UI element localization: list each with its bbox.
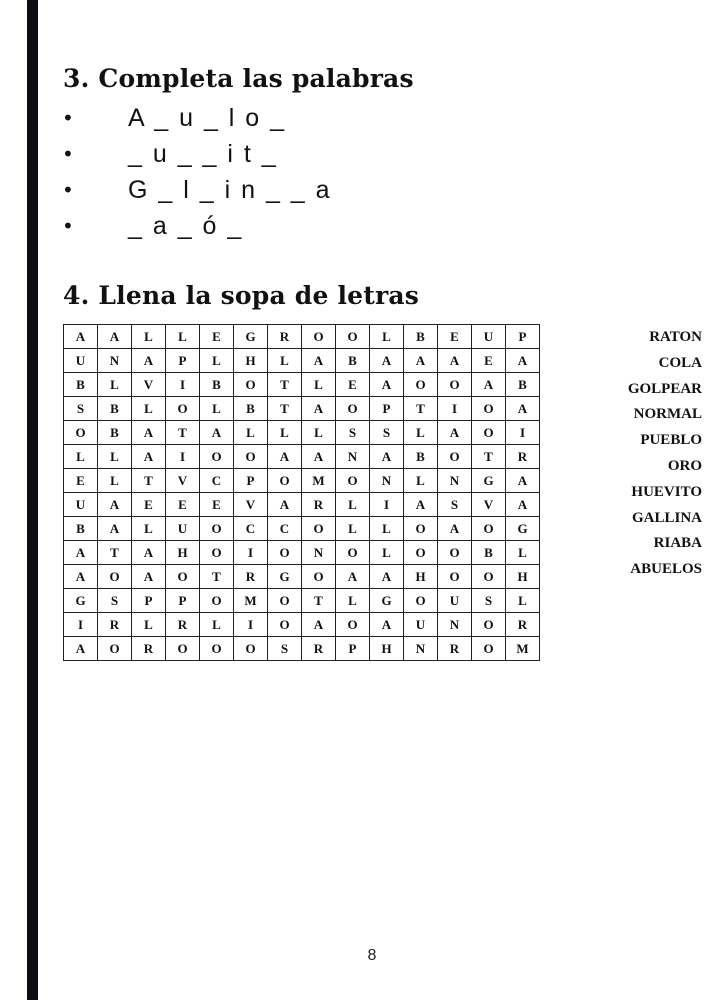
grid-cell: L — [268, 421, 302, 445]
grid-cell: A — [506, 397, 540, 421]
grid-cell: P — [166, 349, 200, 373]
grid-cell: A — [370, 613, 404, 637]
grid-cell: A — [370, 373, 404, 397]
grid-cell: P — [234, 469, 268, 493]
grid-cell: L — [98, 469, 132, 493]
grid-cell: A — [98, 325, 132, 349]
incomplete-word: A _ u _ l o _ — [128, 103, 287, 132]
grid-cell: R — [268, 325, 302, 349]
grid-cell: L — [98, 445, 132, 469]
grid-cell: I — [370, 493, 404, 517]
grid-cell: L — [132, 517, 166, 541]
grid-cell: N — [404, 637, 438, 661]
grid-cell: T — [98, 541, 132, 565]
grid-cell: E — [64, 469, 98, 493]
grid-cell: L — [200, 397, 234, 421]
grid-cell: T — [166, 421, 200, 445]
grid-cell: U — [64, 349, 98, 373]
grid-cell: U — [438, 589, 472, 613]
grid-cell: L — [506, 541, 540, 565]
grid-cell: P — [166, 589, 200, 613]
grid-cell: O — [166, 637, 200, 661]
grid-cell: N — [98, 349, 132, 373]
grid-cell: B — [64, 517, 98, 541]
grid-cell: O — [404, 373, 438, 397]
grid-cell: L — [98, 373, 132, 397]
grid-cell: L — [302, 421, 336, 445]
grid-cell: O — [438, 445, 472, 469]
grid-row — [64, 517, 540, 541]
section-3-title: 3. Completa las palabras — [63, 64, 414, 93]
grid-cell: R — [506, 445, 540, 469]
grid-row — [64, 421, 540, 445]
grid-cell: A — [404, 349, 438, 373]
grid-row — [64, 493, 540, 517]
grid-cell: R — [98, 613, 132, 637]
grid-cell: G — [506, 517, 540, 541]
grid-cell: O — [472, 517, 506, 541]
grid-cell: A — [200, 421, 234, 445]
word-search-grid — [63, 324, 540, 661]
grid-cell: B — [234, 397, 268, 421]
search-word: PUEBLO — [640, 432, 702, 449]
grid-cell: A — [132, 421, 166, 445]
grid-row — [64, 445, 540, 469]
grid-cell: U — [472, 325, 506, 349]
grid-cell: U — [404, 613, 438, 637]
grid-cell: E — [438, 325, 472, 349]
bullet-icon: • — [62, 142, 74, 166]
fill-words-list — [62, 100, 332, 244]
grid-cell: O — [234, 637, 268, 661]
grid-cell: E — [472, 349, 506, 373]
search-word: HUEVITO — [631, 483, 702, 500]
grid-cell: A — [302, 397, 336, 421]
grid-cell: O — [302, 325, 336, 349]
grid-cell: C — [268, 517, 302, 541]
grid-cell: T — [404, 397, 438, 421]
list-item — [62, 208, 332, 244]
grid-cell: E — [336, 373, 370, 397]
grid-cell: O — [268, 541, 302, 565]
grid-cell: O — [336, 397, 370, 421]
grid-cell: T — [268, 373, 302, 397]
grid-cell: O — [200, 637, 234, 661]
grid-cell: L — [370, 325, 404, 349]
grid-cell: R — [302, 493, 336, 517]
grid-cell: E — [200, 325, 234, 349]
grid-cell: C — [200, 469, 234, 493]
grid-cell: N — [438, 613, 472, 637]
grid-cell: R — [234, 565, 268, 589]
grid-cell: U — [166, 517, 200, 541]
grid-cell: O — [472, 565, 506, 589]
grid-cell: O — [234, 445, 268, 469]
grid-cell: I — [506, 421, 540, 445]
grid-cell: I — [234, 541, 268, 565]
grid-cell: B — [506, 373, 540, 397]
grid-cell: O — [268, 613, 302, 637]
grid-cell: N — [302, 541, 336, 565]
grid-cell: N — [370, 469, 404, 493]
grid-cell: A — [64, 541, 98, 565]
grid-cell: B — [336, 349, 370, 373]
grid-cell: A — [302, 349, 336, 373]
word-search-list — [628, 325, 702, 583]
grid-cell: S — [64, 397, 98, 421]
grid-cell: A — [132, 349, 166, 373]
grid-cell: N — [438, 469, 472, 493]
grid-cell: L — [268, 349, 302, 373]
bullet-icon: • — [62, 178, 74, 202]
grid-cell: R — [302, 637, 336, 661]
grid-cell: I — [166, 445, 200, 469]
incomplete-word: G _ l _ i n _ _ a — [128, 175, 332, 204]
grid-cell: O — [438, 565, 472, 589]
grid-cell: O — [336, 325, 370, 349]
grid-cell: L — [132, 325, 166, 349]
grid-cell: V — [234, 493, 268, 517]
grid-cell: O — [200, 541, 234, 565]
grid-row — [64, 565, 540, 589]
grid-cell: G — [370, 589, 404, 613]
grid-row — [64, 637, 540, 661]
grid-cell: A — [370, 349, 404, 373]
grid-cell: O — [302, 517, 336, 541]
grid-row — [64, 541, 540, 565]
grid-cell: O — [268, 589, 302, 613]
grid-cell: O — [98, 565, 132, 589]
grid-cell: T — [132, 469, 166, 493]
grid-cell: O — [336, 469, 370, 493]
grid-cell: A — [64, 565, 98, 589]
grid-cell: H — [506, 565, 540, 589]
grid-cell: B — [64, 373, 98, 397]
grid-cell: B — [404, 325, 438, 349]
grid-cell: A — [132, 565, 166, 589]
grid-cell: L — [132, 397, 166, 421]
grid-cell: M — [302, 469, 336, 493]
grid-cell: O — [438, 541, 472, 565]
search-word: RATON — [649, 329, 702, 345]
grid-cell: A — [64, 325, 98, 349]
grid-cell: A — [98, 493, 132, 517]
grid-cell: O — [472, 421, 506, 445]
grid-cell: O — [404, 517, 438, 541]
grid-cell: S — [438, 493, 472, 517]
grid-cell: G — [64, 589, 98, 613]
grid-cell: A — [404, 493, 438, 517]
grid-cell: A — [370, 445, 404, 469]
grid-cell: A — [438, 517, 472, 541]
section-4-title: 4. Llena la sopa de letras — [63, 281, 420, 310]
list-item — [62, 100, 332, 136]
grid-cell: A — [438, 421, 472, 445]
grid-cell: O — [166, 565, 200, 589]
grid-cell: G — [234, 325, 268, 349]
bullet-icon: • — [62, 214, 74, 238]
grid-cell: B — [200, 373, 234, 397]
grid-cell: R — [132, 637, 166, 661]
grid-cell: V — [132, 373, 166, 397]
grid-row — [64, 397, 540, 421]
grid-cell: B — [472, 541, 506, 565]
grid-cell: A — [98, 517, 132, 541]
grid-row — [64, 589, 540, 613]
grid-cell: O — [404, 589, 438, 613]
grid-cell: O — [404, 541, 438, 565]
grid-cell: L — [336, 589, 370, 613]
grid-cell: L — [302, 373, 336, 397]
grid-cell: L — [506, 589, 540, 613]
grid-cell: L — [234, 421, 268, 445]
grid-cell: A — [268, 493, 302, 517]
search-word: NORMAL — [633, 406, 702, 423]
search-word: GOLPEAR — [627, 380, 702, 397]
grid-cell: L — [370, 517, 404, 541]
grid-cell: O — [200, 445, 234, 469]
grid-cell: O — [336, 541, 370, 565]
grid-cell: O — [336, 613, 370, 637]
grid-cell: O — [98, 637, 132, 661]
grid-cell: A — [268, 445, 302, 469]
grid-cell: A — [438, 349, 472, 373]
grid-cell: P — [370, 397, 404, 421]
grid-cell: I — [64, 613, 98, 637]
grid-cell: U — [64, 493, 98, 517]
grid-cell: L — [404, 469, 438, 493]
grid-cell: H — [166, 541, 200, 565]
grid-row — [64, 469, 540, 493]
grid-cell: L — [336, 517, 370, 541]
grid-cell: O — [472, 637, 506, 661]
grid-cell: M — [234, 589, 268, 613]
grid-row — [64, 349, 540, 373]
grid-cell: N — [336, 445, 370, 469]
grid-cell: P — [132, 589, 166, 613]
grid-cell: T — [472, 445, 506, 469]
grid-cell: E — [200, 493, 234, 517]
grid-cell: O — [166, 397, 200, 421]
grid-cell: I — [166, 373, 200, 397]
grid-cell: A — [64, 637, 98, 661]
grid-cell: A — [302, 613, 336, 637]
grid-cell: H — [404, 565, 438, 589]
grid-cell: S — [268, 637, 302, 661]
grid-cell: L — [336, 493, 370, 517]
grid-cell: O — [472, 397, 506, 421]
grid-cell: T — [200, 565, 234, 589]
list-item — [62, 136, 332, 172]
grid-cell: S — [98, 589, 132, 613]
grid-cell: A — [370, 565, 404, 589]
grid-cell: A — [336, 565, 370, 589]
grid-cell: P — [336, 637, 370, 661]
list-item — [62, 172, 332, 208]
grid-cell: C — [234, 517, 268, 541]
grid-cell: S — [472, 589, 506, 613]
grid-cell: L — [200, 613, 234, 637]
grid-cell: O — [268, 469, 302, 493]
grid-cell: A — [506, 493, 540, 517]
grid-cell: L — [200, 349, 234, 373]
grid-cell: A — [132, 445, 166, 469]
grid-cell: S — [370, 421, 404, 445]
search-word: GALLINA — [631, 509, 702, 526]
grid-cell: B — [404, 445, 438, 469]
grid-cell: A — [472, 373, 506, 397]
grid-cell: L — [64, 445, 98, 469]
grid-cell: E — [166, 493, 200, 517]
grid-cell: E — [132, 493, 166, 517]
grid-cell: B — [98, 421, 132, 445]
grid-cell: A — [132, 541, 166, 565]
grid-cell: O — [438, 373, 472, 397]
grid-cell: B — [98, 397, 132, 421]
search-word: COLA — [658, 354, 702, 371]
grid-row — [64, 325, 540, 349]
grid-cell: L — [404, 421, 438, 445]
grid-cell: O — [200, 589, 234, 613]
grid-cell: A — [506, 349, 540, 373]
grid-cell: G — [268, 565, 302, 589]
incomplete-word: _ a _ ó _ — [128, 211, 244, 240]
grid-cell: V — [166, 469, 200, 493]
grid-cell: T — [302, 589, 336, 613]
grid-cell: O — [200, 517, 234, 541]
grid-cell: R — [506, 613, 540, 637]
grid-cell: I — [438, 397, 472, 421]
grid-cell: S — [336, 421, 370, 445]
grid-cell: O — [302, 565, 336, 589]
grid-cell: R — [166, 613, 200, 637]
grid-cell: O — [234, 373, 268, 397]
grid-cell: L — [132, 613, 166, 637]
search-word: RIABA — [653, 535, 702, 552]
grid-cell: G — [472, 469, 506, 493]
grid-cell: L — [370, 541, 404, 565]
search-word: ABUELOS — [630, 561, 702, 578]
grid-cell: R — [438, 637, 472, 661]
grid-cell: I — [234, 613, 268, 637]
grid-cell: H — [234, 349, 268, 373]
grid-cell: T — [268, 397, 302, 421]
page-number: 8 — [367, 947, 377, 964]
bullet-icon: • — [62, 106, 74, 130]
grid-cell: V — [472, 493, 506, 517]
grid-cell: P — [506, 325, 540, 349]
grid-cell: L — [166, 325, 200, 349]
grid-cell: H — [370, 637, 404, 661]
grid-cell: A — [506, 469, 540, 493]
incomplete-word: _ u _ _ i t _ — [128, 139, 278, 168]
grid-cell: M — [506, 637, 540, 661]
grid-cell: O — [64, 421, 98, 445]
grid-cell: O — [472, 613, 506, 637]
binding-edge — [27, 0, 38, 1000]
grid-cell: A — [302, 445, 336, 469]
grid-row — [64, 613, 540, 637]
grid-row — [64, 373, 540, 397]
search-word: ORO — [667, 457, 702, 474]
